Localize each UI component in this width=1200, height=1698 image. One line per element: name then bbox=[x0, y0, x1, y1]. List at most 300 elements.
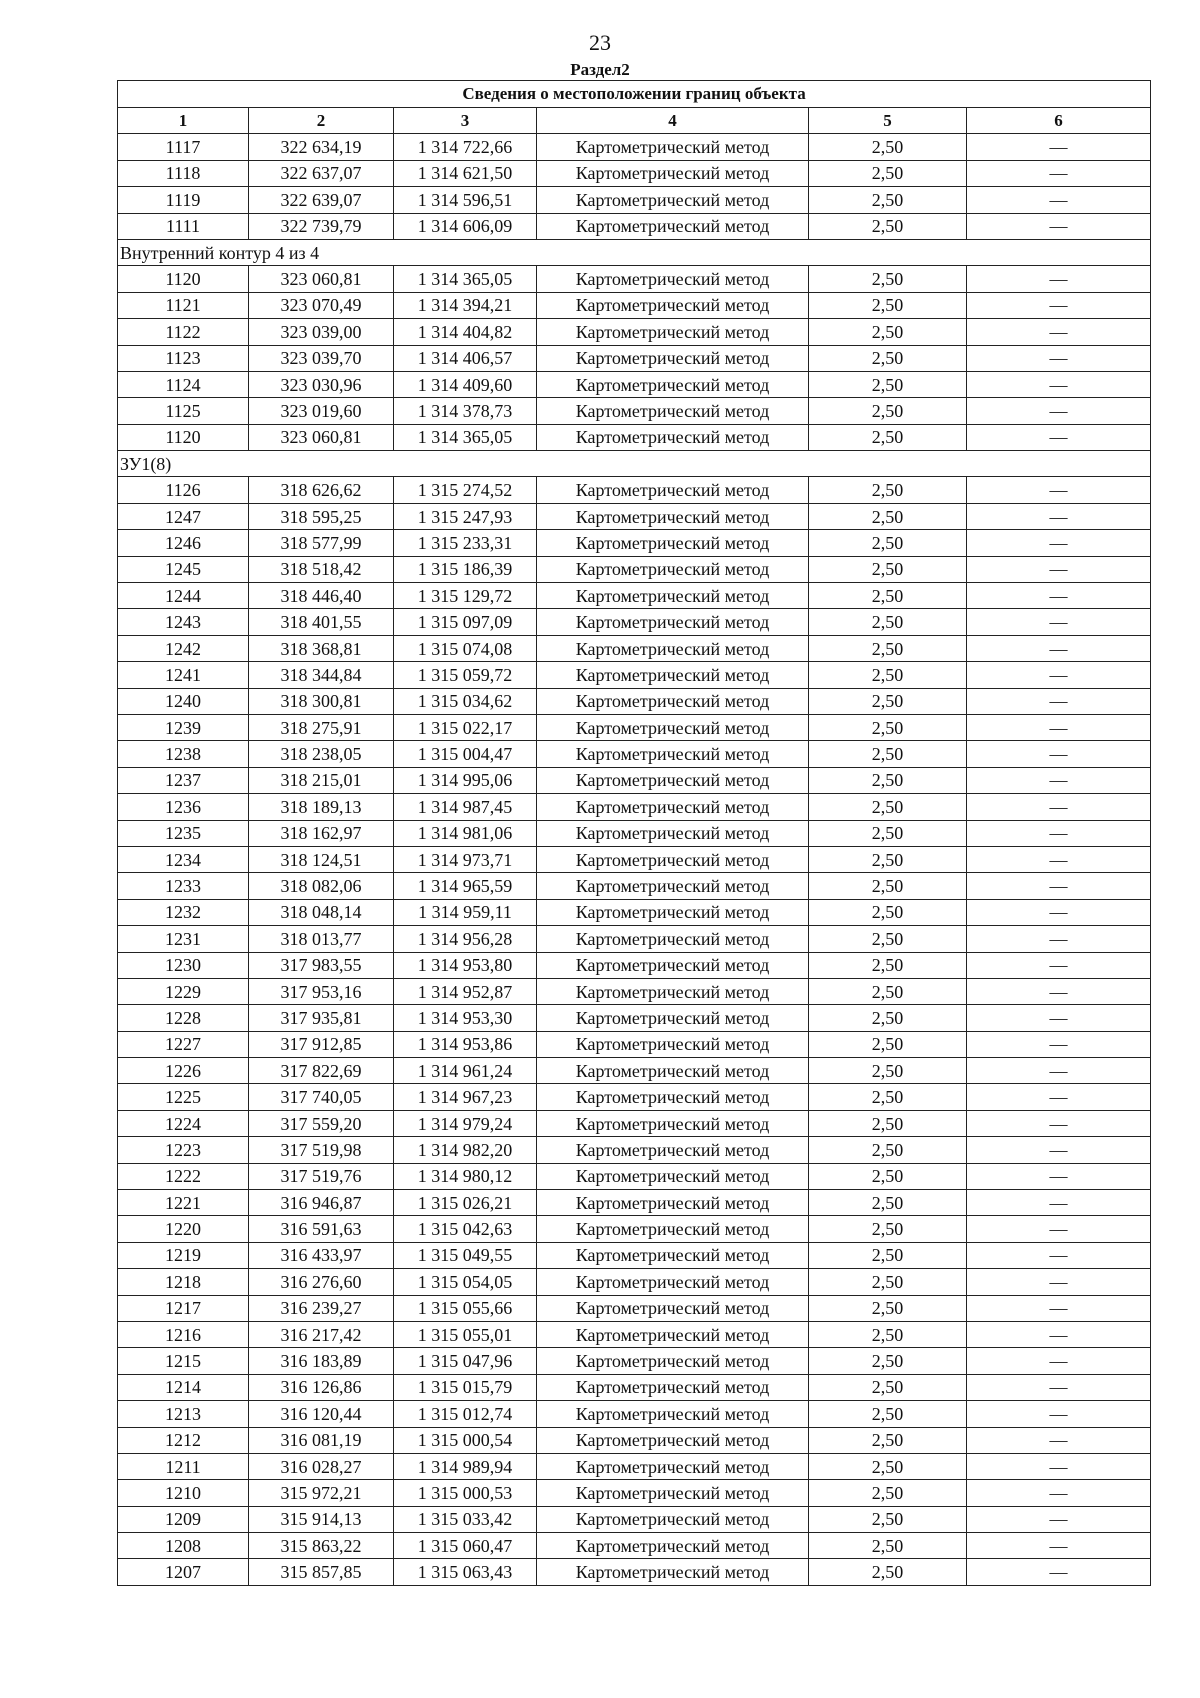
table-row bbox=[118, 794, 1151, 820]
accuracy-cell: 2,50 bbox=[809, 767, 967, 793]
coord-y-cell: 1 315 004,47 bbox=[394, 741, 537, 767]
coord-x-cell: 323 070,49 bbox=[249, 292, 394, 318]
description-cell: — bbox=[967, 688, 1151, 714]
coord-x-cell: 317 559,20 bbox=[249, 1110, 394, 1136]
method-cell: Картометрический метод bbox=[537, 926, 809, 952]
coord-x-cell: 317 983,55 bbox=[249, 952, 394, 978]
accuracy-cell: 2,50 bbox=[809, 1427, 967, 1453]
coord-y-cell: 1 315 054,05 bbox=[394, 1269, 537, 1295]
description-cell: — bbox=[967, 1348, 1151, 1374]
accuracy-cell: 2,50 bbox=[809, 873, 967, 899]
table-row bbox=[118, 556, 1151, 582]
accuracy-cell: 2,50 bbox=[809, 134, 967, 160]
coord-y-cell: 1 315 247,93 bbox=[394, 503, 537, 529]
coord-y-cell: 1 314 967,23 bbox=[394, 1084, 537, 1110]
table-row bbox=[118, 1321, 1151, 1347]
coord-x-cell: 317 822,69 bbox=[249, 1058, 394, 1084]
accuracy-cell: 2,50 bbox=[809, 1401, 967, 1427]
description-cell: — bbox=[967, 319, 1151, 345]
coord-y-cell: 1 315 047,96 bbox=[394, 1348, 537, 1374]
method-cell: Картометрический метод bbox=[537, 319, 809, 345]
table-row bbox=[118, 1480, 1151, 1506]
accuracy-cell: 2,50 bbox=[809, 1216, 967, 1242]
accuracy-cell: 2,50 bbox=[809, 345, 967, 371]
coord-y-cell: 1 314 987,45 bbox=[394, 794, 537, 820]
method-cell: Картометрический метод bbox=[537, 714, 809, 740]
description-cell: — bbox=[967, 609, 1151, 635]
point-number-cell: 1226 bbox=[118, 1058, 249, 1084]
accuracy-cell: 2,50 bbox=[809, 503, 967, 529]
description-cell: — bbox=[967, 794, 1151, 820]
point-number-cell: 1216 bbox=[118, 1321, 249, 1347]
method-cell: Картометрический метод bbox=[537, 1401, 809, 1427]
coord-x-cell: 318 124,51 bbox=[249, 846, 394, 872]
coord-x-cell: 316 433,97 bbox=[249, 1242, 394, 1268]
coord-y-cell: 1 314 953,30 bbox=[394, 1005, 537, 1031]
accuracy-cell: 2,50 bbox=[809, 978, 967, 1004]
method-cell: Картометрический метод bbox=[537, 873, 809, 899]
method-cell: Картометрический метод bbox=[537, 1453, 809, 1479]
description-cell: — bbox=[967, 1110, 1151, 1136]
method-cell: Картометрический метод bbox=[537, 1269, 809, 1295]
accuracy-cell: 2,50 bbox=[809, 1084, 967, 1110]
coord-x-cell: 323 060,81 bbox=[249, 424, 394, 450]
point-number-cell: 1120 bbox=[118, 266, 249, 292]
method-cell: Картометрический метод bbox=[537, 556, 809, 582]
table-row bbox=[118, 1110, 1151, 1136]
method-cell: Картометрический метод bbox=[537, 1031, 809, 1057]
accuracy-cell: 2,50 bbox=[809, 1137, 967, 1163]
table-row bbox=[118, 767, 1151, 793]
page-number: 23 bbox=[589, 30, 611, 55]
coord-y-cell: 1 314 981,06 bbox=[394, 820, 537, 846]
coord-x-cell: 316 126,86 bbox=[249, 1374, 394, 1400]
coord-x-cell: 317 740,05 bbox=[249, 1084, 394, 1110]
coord-x-cell: 316 081,19 bbox=[249, 1427, 394, 1453]
coord-y-cell: 1 315 274,52 bbox=[394, 477, 537, 503]
description-cell: — bbox=[967, 1480, 1151, 1506]
coord-x-cell: 317 935,81 bbox=[249, 1005, 394, 1031]
coord-x-cell: 315 972,21 bbox=[249, 1480, 394, 1506]
coord-x-cell: 318 344,84 bbox=[249, 662, 394, 688]
table-row bbox=[118, 424, 1151, 450]
table-row bbox=[118, 1242, 1151, 1268]
accuracy-cell: 2,50 bbox=[809, 635, 967, 661]
coord-x-cell: 316 028,27 bbox=[249, 1453, 394, 1479]
description-cell: — bbox=[967, 714, 1151, 740]
method-cell: Картометрический метод bbox=[537, 1110, 809, 1136]
description-cell: — bbox=[967, 1401, 1151, 1427]
method-cell: Картометрический метод bbox=[537, 899, 809, 925]
method-cell: Картометрический метод bbox=[537, 741, 809, 767]
coord-y-cell: 1 315 015,79 bbox=[394, 1374, 537, 1400]
method-cell: Картометрический метод bbox=[537, 1216, 809, 1242]
accuracy-cell: 2,50 bbox=[809, 1269, 967, 1295]
table-row bbox=[118, 1137, 1151, 1163]
description-cell: — bbox=[967, 266, 1151, 292]
coord-y-cell: 1 315 022,17 bbox=[394, 714, 537, 740]
table-row bbox=[118, 1533, 1151, 1559]
coord-x-cell: 316 591,63 bbox=[249, 1216, 394, 1242]
coord-x-cell: 318 446,40 bbox=[249, 583, 394, 609]
description-cell: — bbox=[967, 187, 1151, 213]
coord-x-cell: 318 013,77 bbox=[249, 926, 394, 952]
description-cell: — bbox=[967, 1533, 1151, 1559]
table-row bbox=[118, 160, 1151, 186]
accuracy-cell: 2,50 bbox=[809, 371, 967, 397]
point-number-cell: 1230 bbox=[118, 952, 249, 978]
accuracy-cell: 2,50 bbox=[809, 1190, 967, 1216]
accuracy-cell: 2,50 bbox=[809, 213, 967, 239]
table-row bbox=[118, 873, 1151, 899]
table-row bbox=[118, 1427, 1151, 1453]
coord-y-cell: 1 314 973,71 bbox=[394, 846, 537, 872]
table-row bbox=[118, 1005, 1151, 1031]
point-number-cell: 1125 bbox=[118, 398, 249, 424]
coord-y-cell: 1 315 033,42 bbox=[394, 1506, 537, 1532]
method-cell: Картометрический метод bbox=[537, 609, 809, 635]
coord-y-cell: 1 315 060,47 bbox=[394, 1533, 537, 1559]
description-cell: — bbox=[967, 477, 1151, 503]
method-cell: Картометрический метод bbox=[537, 1559, 809, 1585]
coord-y-cell: 1 315 074,08 bbox=[394, 635, 537, 661]
table-row bbox=[118, 398, 1151, 424]
coord-x-cell: 316 120,44 bbox=[249, 1401, 394, 1427]
point-number-cell: 1217 bbox=[118, 1295, 249, 1321]
method-cell: Картометрический метод bbox=[537, 266, 809, 292]
coord-y-cell: 1 315 055,01 bbox=[394, 1321, 537, 1347]
section-title: Раздел2 bbox=[570, 60, 630, 79]
description-cell: — bbox=[967, 1321, 1151, 1347]
table-row bbox=[118, 820, 1151, 846]
point-number-cell: 1123 bbox=[118, 345, 249, 371]
table-caption: Сведения о местоположении границ объекта bbox=[118, 81, 1151, 108]
column-header: 3 bbox=[394, 108, 537, 134]
point-number-cell: 1243 bbox=[118, 609, 249, 635]
table-row bbox=[118, 292, 1151, 318]
point-number-cell: 1228 bbox=[118, 1005, 249, 1031]
coord-x-cell: 318 215,01 bbox=[249, 767, 394, 793]
method-cell: Картометрический метод bbox=[537, 820, 809, 846]
accuracy-cell: 2,50 bbox=[809, 952, 967, 978]
point-number-cell: 1221 bbox=[118, 1190, 249, 1216]
point-number-cell: 1242 bbox=[118, 635, 249, 661]
coord-y-cell: 1 314 956,28 bbox=[394, 926, 537, 952]
description-cell: — bbox=[967, 899, 1151, 925]
method-cell: Картометрический метод bbox=[537, 1058, 809, 1084]
accuracy-cell: 2,50 bbox=[809, 794, 967, 820]
method-cell: Картометрический метод bbox=[537, 978, 809, 1004]
table-row bbox=[118, 1269, 1151, 1295]
method-cell: Картометрический метод bbox=[537, 187, 809, 213]
method-cell: Картометрический метод bbox=[537, 1480, 809, 1506]
method-cell: Картометрический метод bbox=[537, 345, 809, 371]
table-row bbox=[118, 1163, 1151, 1189]
description-cell: — bbox=[967, 1137, 1151, 1163]
description-cell: — bbox=[967, 1453, 1151, 1479]
table-row bbox=[118, 1031, 1151, 1057]
table-row bbox=[118, 662, 1151, 688]
point-number-cell: 1122 bbox=[118, 319, 249, 345]
method-cell: Картометрический метод bbox=[537, 1321, 809, 1347]
table-header-row bbox=[118, 108, 1151, 134]
group-label: Внутренний контур 4 из 4 bbox=[118, 239, 1151, 265]
table-row bbox=[118, 1374, 1151, 1400]
accuracy-cell: 2,50 bbox=[809, 899, 967, 925]
table-row bbox=[118, 899, 1151, 925]
accuracy-cell: 2,50 bbox=[809, 741, 967, 767]
coord-x-cell: 318 626,62 bbox=[249, 477, 394, 503]
accuracy-cell: 2,50 bbox=[809, 1031, 967, 1057]
description-cell: — bbox=[967, 1190, 1151, 1216]
point-number-cell: 1225 bbox=[118, 1084, 249, 1110]
column-header: 1 bbox=[118, 108, 249, 134]
point-number-cell: 1118 bbox=[118, 160, 249, 186]
description-cell: — bbox=[967, 398, 1151, 424]
table-row bbox=[118, 1295, 1151, 1321]
coord-x-cell: 318 048,14 bbox=[249, 899, 394, 925]
table-row bbox=[118, 345, 1151, 371]
coord-x-cell: 323 030,96 bbox=[249, 371, 394, 397]
description-cell: — bbox=[967, 345, 1151, 371]
coord-x-cell: 317 519,76 bbox=[249, 1163, 394, 1189]
method-cell: Картометрический метод bbox=[537, 1005, 809, 1031]
method-cell: Картометрический метод bbox=[537, 767, 809, 793]
table-row bbox=[118, 1559, 1151, 1585]
coord-x-cell: 318 162,97 bbox=[249, 820, 394, 846]
coord-x-cell: 322 637,07 bbox=[249, 160, 394, 186]
coord-x-cell: 315 857,85 bbox=[249, 1559, 394, 1585]
coord-y-cell: 1 315 034,62 bbox=[394, 688, 537, 714]
point-number-cell: 1244 bbox=[118, 583, 249, 609]
coord-y-cell: 1 315 129,72 bbox=[394, 583, 537, 609]
method-cell: Картометрический метод bbox=[537, 477, 809, 503]
method-cell: Картометрический метод bbox=[537, 160, 809, 186]
coord-y-cell: 1 314 409,60 bbox=[394, 371, 537, 397]
point-number-cell: 1240 bbox=[118, 688, 249, 714]
accuracy-cell: 2,50 bbox=[809, 424, 967, 450]
table-row bbox=[118, 530, 1151, 556]
table-row bbox=[118, 503, 1151, 529]
coord-y-cell: 1 315 063,43 bbox=[394, 1559, 537, 1585]
accuracy-cell: 2,50 bbox=[809, 1480, 967, 1506]
point-number-cell: 1233 bbox=[118, 873, 249, 899]
description-cell: — bbox=[967, 160, 1151, 186]
coord-x-cell: 323 039,70 bbox=[249, 345, 394, 371]
coord-x-cell: 317 519,98 bbox=[249, 1137, 394, 1163]
method-cell: Картометрический метод bbox=[537, 794, 809, 820]
coord-x-cell: 315 914,13 bbox=[249, 1506, 394, 1532]
method-cell: Картометрический метод bbox=[537, 952, 809, 978]
point-number-cell: 1241 bbox=[118, 662, 249, 688]
coord-x-cell: 316 276,60 bbox=[249, 1269, 394, 1295]
coord-y-cell: 1 314 982,20 bbox=[394, 1137, 537, 1163]
coord-y-cell: 1 315 000,53 bbox=[394, 1480, 537, 1506]
point-number-cell: 1224 bbox=[118, 1110, 249, 1136]
accuracy-cell: 2,50 bbox=[809, 319, 967, 345]
coord-x-cell: 322 739,79 bbox=[249, 213, 394, 239]
accuracy-cell: 2,50 bbox=[809, 1506, 967, 1532]
table-row bbox=[118, 688, 1151, 714]
accuracy-cell: 2,50 bbox=[809, 846, 967, 872]
table-row bbox=[118, 741, 1151, 767]
accuracy-cell: 2,50 bbox=[809, 292, 967, 318]
coord-x-cell: 317 953,16 bbox=[249, 978, 394, 1004]
coord-x-cell: 318 300,81 bbox=[249, 688, 394, 714]
description-cell: — bbox=[967, 741, 1151, 767]
coord-x-cell: 318 082,06 bbox=[249, 873, 394, 899]
coord-x-cell: 315 863,22 bbox=[249, 1533, 394, 1559]
accuracy-cell: 2,50 bbox=[809, 187, 967, 213]
method-cell: Картометрический метод bbox=[537, 1295, 809, 1321]
coord-y-cell: 1 315 012,74 bbox=[394, 1401, 537, 1427]
method-cell: Картометрический метод bbox=[537, 398, 809, 424]
coord-y-cell: 1 314 980,12 bbox=[394, 1163, 537, 1189]
group-row bbox=[118, 451, 1151, 477]
accuracy-cell: 2,50 bbox=[809, 1005, 967, 1031]
coord-x-cell: 323 039,00 bbox=[249, 319, 394, 345]
method-cell: Картометрический метод bbox=[537, 1506, 809, 1532]
accuracy-cell: 2,50 bbox=[809, 662, 967, 688]
table-row bbox=[118, 1216, 1151, 1242]
coord-x-cell: 316 217,42 bbox=[249, 1321, 394, 1347]
column-header: 6 bbox=[967, 108, 1151, 134]
method-cell: Картометрический метод bbox=[537, 1374, 809, 1400]
point-number-cell: 1209 bbox=[118, 1506, 249, 1532]
table-row bbox=[118, 635, 1151, 661]
description-cell: — bbox=[967, 213, 1151, 239]
description-cell: — bbox=[967, 846, 1151, 872]
method-cell: Картометрический метод bbox=[537, 583, 809, 609]
point-number-cell: 1218 bbox=[118, 1269, 249, 1295]
point-number-cell: 1210 bbox=[118, 1480, 249, 1506]
method-cell: Картометрический метод bbox=[537, 1348, 809, 1374]
description-cell: — bbox=[967, 662, 1151, 688]
group-row bbox=[118, 239, 1151, 265]
accuracy-cell: 2,50 bbox=[809, 714, 967, 740]
method-cell: Картометрический метод bbox=[537, 503, 809, 529]
coord-x-cell: 318 577,99 bbox=[249, 530, 394, 556]
point-number-cell: 1245 bbox=[118, 556, 249, 582]
description-cell: — bbox=[967, 1031, 1151, 1057]
description-cell: — bbox=[967, 556, 1151, 582]
method-cell: Картометрический метод bbox=[537, 292, 809, 318]
point-number-cell: 1208 bbox=[118, 1533, 249, 1559]
description-cell: — bbox=[967, 371, 1151, 397]
coord-y-cell: 1 315 055,66 bbox=[394, 1295, 537, 1321]
table-row bbox=[118, 213, 1151, 239]
method-cell: Картометрический метод bbox=[537, 134, 809, 160]
coord-y-cell: 1 315 049,55 bbox=[394, 1242, 537, 1268]
accuracy-cell: 2,50 bbox=[809, 1058, 967, 1084]
coord-y-cell: 1 314 952,87 bbox=[394, 978, 537, 1004]
point-number-cell: 1124 bbox=[118, 371, 249, 397]
table-row bbox=[118, 714, 1151, 740]
point-number-cell: 1220 bbox=[118, 1216, 249, 1242]
coord-y-cell: 1 314 365,05 bbox=[394, 424, 537, 450]
point-number-cell: 1214 bbox=[118, 1374, 249, 1400]
method-cell: Картометрический метод bbox=[537, 688, 809, 714]
point-number-cell: 1213 bbox=[118, 1401, 249, 1427]
accuracy-cell: 2,50 bbox=[809, 926, 967, 952]
description-cell: — bbox=[967, 978, 1151, 1004]
accuracy-cell: 2,50 bbox=[809, 1321, 967, 1347]
point-number-cell: 1231 bbox=[118, 926, 249, 952]
description-cell: — bbox=[967, 1559, 1151, 1585]
coord-x-cell: 318 518,42 bbox=[249, 556, 394, 582]
coord-y-cell: 1 315 233,31 bbox=[394, 530, 537, 556]
coord-y-cell: 1 314 965,59 bbox=[394, 873, 537, 899]
method-cell: Картометрический метод bbox=[537, 1533, 809, 1559]
coord-y-cell: 1 314 406,57 bbox=[394, 345, 537, 371]
coord-y-cell: 1 314 953,86 bbox=[394, 1031, 537, 1057]
description-cell: — bbox=[967, 635, 1151, 661]
table-row bbox=[118, 1453, 1151, 1479]
description-cell: — bbox=[967, 952, 1151, 978]
coord-y-cell: 1 315 026,21 bbox=[394, 1190, 537, 1216]
coord-y-cell: 1 314 404,82 bbox=[394, 319, 537, 345]
table-row bbox=[118, 1058, 1151, 1084]
accuracy-cell: 2,50 bbox=[809, 1559, 967, 1585]
point-number-cell: 1238 bbox=[118, 741, 249, 767]
coord-x-cell: 316 183,89 bbox=[249, 1348, 394, 1374]
table-row bbox=[118, 846, 1151, 872]
table-row bbox=[118, 134, 1151, 160]
coord-x-cell: 318 368,81 bbox=[249, 635, 394, 661]
description-cell: — bbox=[967, 292, 1151, 318]
description-cell: — bbox=[967, 503, 1151, 529]
description-cell: — bbox=[967, 530, 1151, 556]
point-number-cell: 1212 bbox=[118, 1427, 249, 1453]
boundary-table bbox=[117, 80, 1151, 1586]
coord-x-cell: 323 019,60 bbox=[249, 398, 394, 424]
point-number-cell: 1236 bbox=[118, 794, 249, 820]
description-cell: — bbox=[967, 1269, 1151, 1295]
method-cell: Картометрический метод bbox=[537, 1190, 809, 1216]
method-cell: Картометрический метод bbox=[537, 1242, 809, 1268]
coord-x-cell: 318 401,55 bbox=[249, 609, 394, 635]
coord-y-cell: 1 314 596,51 bbox=[394, 187, 537, 213]
table-row bbox=[118, 952, 1151, 978]
description-cell: — bbox=[967, 767, 1151, 793]
accuracy-cell: 2,50 bbox=[809, 266, 967, 292]
coord-y-cell: 1 314 378,73 bbox=[394, 398, 537, 424]
description-cell: — bbox=[967, 1216, 1151, 1242]
method-cell: Картометрический метод bbox=[537, 424, 809, 450]
table-row bbox=[118, 1190, 1151, 1216]
coord-y-cell: 1 315 000,54 bbox=[394, 1427, 537, 1453]
coord-y-cell: 1 315 097,09 bbox=[394, 609, 537, 635]
description-cell: — bbox=[967, 583, 1151, 609]
table-caption-row bbox=[118, 81, 1151, 108]
coord-x-cell: 317 912,85 bbox=[249, 1031, 394, 1057]
table-row bbox=[118, 583, 1151, 609]
point-number-cell: 1227 bbox=[118, 1031, 249, 1057]
accuracy-cell: 2,50 bbox=[809, 1242, 967, 1268]
description-cell: — bbox=[967, 1242, 1151, 1268]
point-number-cell: 1121 bbox=[118, 292, 249, 318]
table-row bbox=[118, 609, 1151, 635]
coord-y-cell: 1 315 186,39 bbox=[394, 556, 537, 582]
point-number-cell: 1222 bbox=[118, 1163, 249, 1189]
description-cell: — bbox=[967, 1163, 1151, 1189]
accuracy-cell: 2,50 bbox=[809, 1374, 967, 1400]
table-row bbox=[118, 1506, 1151, 1532]
description-cell: — bbox=[967, 926, 1151, 952]
accuracy-cell: 2,50 bbox=[809, 820, 967, 846]
method-cell: Картометрический метод bbox=[537, 662, 809, 688]
description-cell: — bbox=[967, 873, 1151, 899]
